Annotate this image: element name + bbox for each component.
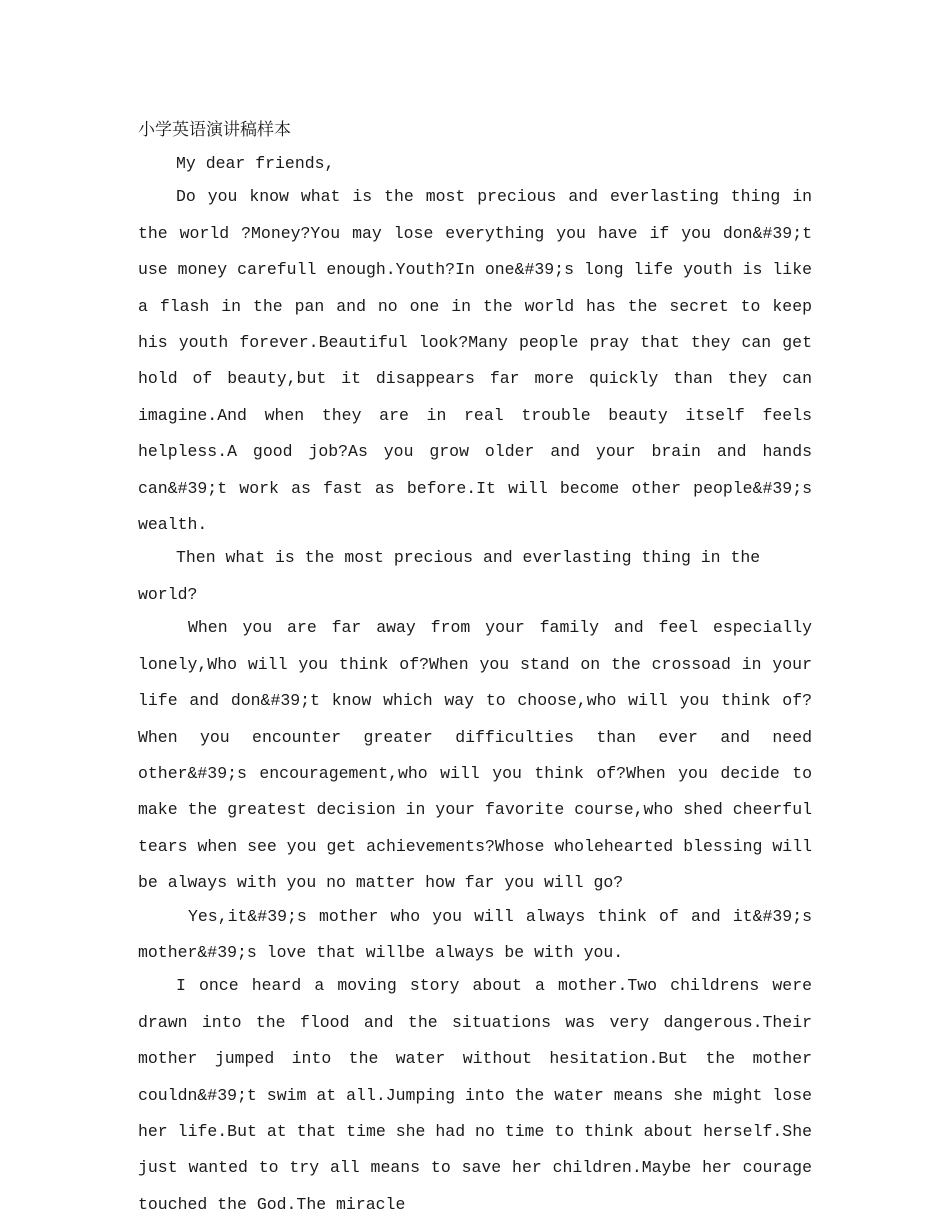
- document-title: 小学英语演讲稿样本: [138, 120, 291, 140]
- body-paragraph-2: Then what is the most precious and everlasting thing in the world?: [138, 548, 761, 604]
- greeting-paragraph: My dear friends,: [176, 154, 335, 173]
- body-paragraph-1: Do you know what is the most precious and everlasting thing in the world ?Money?You may lose everything you have if you don&#39;t use money carefull enough.Youth?In one&#39;s long life youth is like a flash in the pan and no one in the world has the secret to keep his youth forever.Beautiful look?Many people pray that they can get hold of beauty,but it disappears far more quickly than they can imagine.And when they are in real trouble beauty itself feels helpless.A good job?As you grow older and your brain and hands can&#39;t work as fast as before.It will become other people&#39;s wealth.: [138, 187, 812, 535]
- body-paragraph-3: When you are far away from your family and feel especially lonely,Who will you think of?When you stand on the crossoad in your life and don&#39;t know which way to choose,who will you think of?When you encounter greater difficulties than ever and need other&#39;s encouragement,who will you think of?When you decide to make the greatest decision in your favorite course,who shed cheerful tears when see you get achievements?Whose wholehearted blessing will be always with you no matter how far you will go?: [138, 618, 812, 893]
- body-paragraph-5: I once heard a moving story about a mother.Two childrens were drawn into the flood and the situations was very dangerous.Their mother jumped into the water without hesitation.But the mother couldn&#39;t swim at all.Jumping into the water means she might lose her life.But at that time she had no time to think about herself.She just wanted to try all means to save her children.Maybe her courage touched the God.The miracle: [138, 976, 812, 1214]
- body-paragraph-4: Yes,it&#39;s mother who you will always think of and it&#39;s mother&#39;s love that willbe always be with you.: [138, 906, 812, 962]
- document-body: [138, 146, 812, 1220]
